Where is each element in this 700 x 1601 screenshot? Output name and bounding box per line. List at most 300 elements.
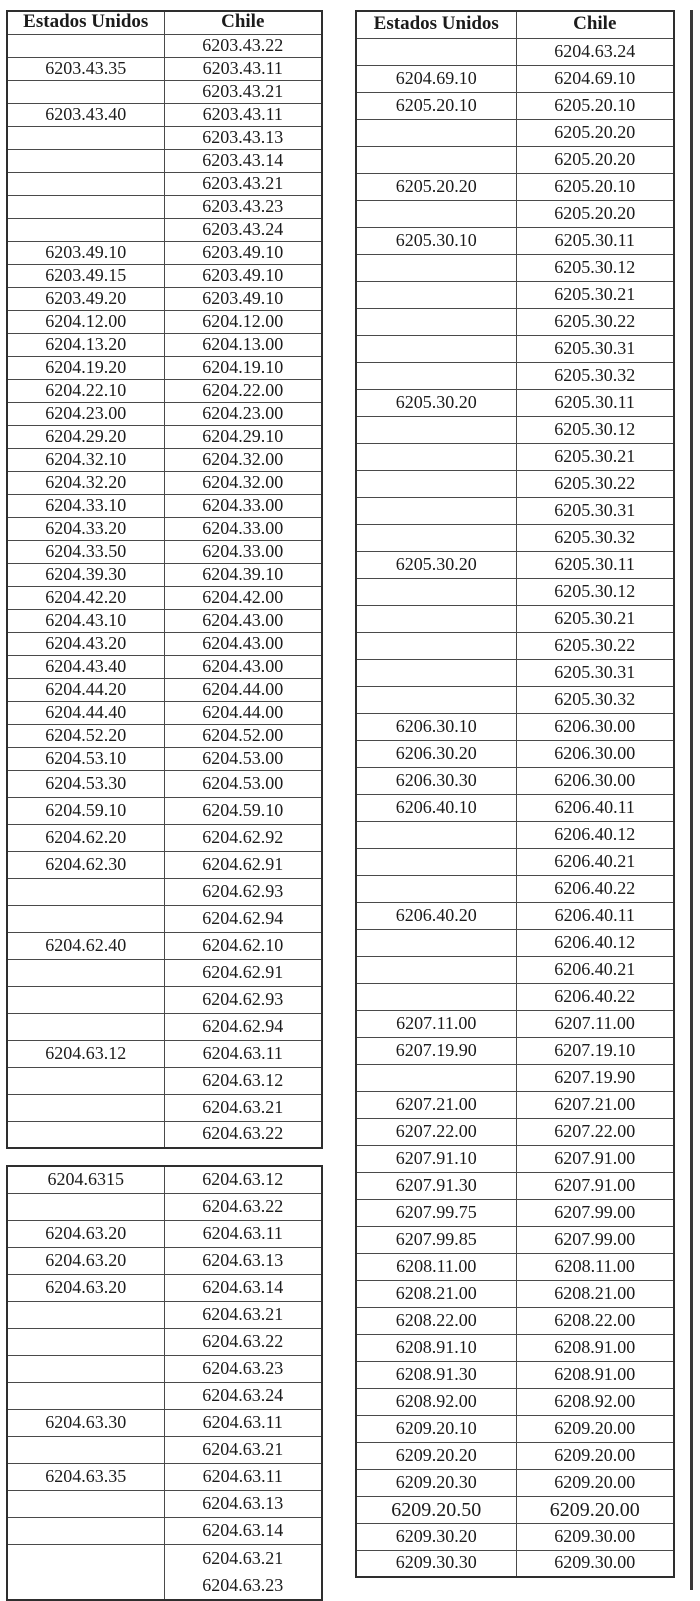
chile-code-cell: 6204.63.11 [164, 1220, 322, 1247]
chile-code-cell: 6203.43.11 [164, 57, 322, 80]
chile-code-cell: 6204.39.10 [164, 563, 322, 586]
table-row [356, 389, 674, 416]
table-row [7, 1274, 322, 1301]
table-row [356, 686, 674, 713]
table-row [356, 1226, 674, 1253]
table-row [356, 848, 674, 875]
table-row [7, 1490, 322, 1517]
table-row [356, 1415, 674, 1442]
table-row [7, 333, 322, 356]
table-row [356, 119, 674, 146]
us-code-cell [7, 1517, 164, 1544]
table-row [356, 38, 674, 65]
table-row [7, 986, 322, 1013]
us-code-cell: 6206.40.10 [356, 794, 516, 821]
table-row [7, 1067, 322, 1094]
us-code-cell: 6204.12.00 [7, 310, 164, 333]
chile-code-cell: 6205.20.20 [516, 146, 674, 173]
table-row [7, 287, 322, 310]
table-row [356, 605, 674, 632]
chile-code-cell: 6204.63.12 [164, 1067, 322, 1094]
table-row [356, 470, 674, 497]
chile-code-cell: 6205.20.10 [516, 173, 674, 200]
table-row [356, 551, 674, 578]
us-code-cell: 6203.43.35 [7, 57, 164, 80]
table-row [7, 1517, 322, 1544]
us-code-cell [356, 281, 516, 308]
table-row [7, 932, 322, 959]
chile-code-cell: 6203.43.21 [164, 172, 322, 195]
correlation-table-left-lower [6, 1165, 323, 1601]
table-row [7, 586, 322, 609]
table-row [356, 1118, 674, 1145]
chile-code-cell: 6204.63.21 [164, 1301, 322, 1328]
us-code-cell: 6204.69.10 [356, 65, 516, 92]
us-code-cell: 6204.32.20 [7, 471, 164, 494]
table-row [7, 1094, 322, 1121]
chile-code-cell: 6204.43.00 [164, 655, 322, 678]
table-row [7, 1166, 322, 1193]
chile-code-cell: 6205.30.11 [516, 551, 674, 578]
us-code-cell [356, 146, 516, 173]
us-code-cell: 6205.20.20 [356, 173, 516, 200]
chile-code-cell: 6208.92.00 [516, 1388, 674, 1415]
chile-code-cell: 6204.62.91 [164, 959, 322, 986]
us-code-cell: 6204.52.20 [7, 724, 164, 747]
us-code-cell [356, 200, 516, 227]
us-code-cell: 6209.30.30 [356, 1550, 516, 1577]
table-row [356, 578, 674, 605]
chile-code-cell: 6204.63.13 [164, 1247, 322, 1274]
us-code-cell: 6207.11.00 [356, 1010, 516, 1037]
correlation-table-left-upper [6, 10, 323, 1149]
chile-code-cell: 6205.20.20 [516, 200, 674, 227]
us-code-cell: 6205.20.10 [356, 92, 516, 119]
us-code-cell: 6204.44.20 [7, 678, 164, 701]
us-code-cell: 6204.53.30 [7, 770, 164, 797]
chile-code-cell: 6205.30.22 [516, 308, 674, 335]
us-code-cell [7, 1013, 164, 1040]
chile-code-cell: 6205.30.32 [516, 362, 674, 389]
us-code-cell: 6209.20.10 [356, 1415, 516, 1442]
table-row [356, 308, 674, 335]
table-row [7, 1013, 322, 1040]
table-row [7, 356, 322, 379]
us-code-cell: 6204.33.10 [7, 494, 164, 517]
chile-code-cell: 6204.33.00 [164, 540, 322, 563]
chile-code-cell: 6209.30.00 [516, 1550, 674, 1577]
chile-code-cell: 6204.62.91 [164, 851, 322, 878]
us-code-cell: 6204.63.30 [7, 1409, 164, 1436]
table-row [356, 1010, 674, 1037]
chile-code-cell: 6204.63.13 [164, 1490, 322, 1517]
table-row [7, 34, 322, 57]
table-row [7, 425, 322, 448]
us-code-cell: 6203.49.10 [7, 241, 164, 264]
us-code-cell [7, 1544, 164, 1600]
us-code-cell [7, 1355, 164, 1382]
us-code-cell [356, 497, 516, 524]
chile-code-cell: 6203.43.21 [164, 80, 322, 103]
table-row [7, 747, 322, 770]
chile-code-cell: 6205.30.31 [516, 335, 674, 362]
chile-code-cell: 6207.99.00 [516, 1226, 674, 1253]
table-row [356, 794, 674, 821]
chile-code-cell: 6204.62.93 [164, 986, 322, 1013]
chile-code-cell: 6208.91.00 [516, 1334, 674, 1361]
chile-code-cell: 6207.99.00 [516, 1199, 674, 1226]
us-code-cell [7, 172, 164, 195]
us-code-cell: 6207.22.00 [356, 1118, 516, 1145]
table-row [356, 173, 674, 200]
chile-code-cell: 6205.30.11 [516, 389, 674, 416]
table-row [7, 1328, 322, 1355]
chile-code-cell: 6204.12.00 [164, 310, 322, 333]
us-code-cell [356, 416, 516, 443]
table-row [356, 65, 674, 92]
chile-code-cell: 6204.62.94 [164, 1013, 322, 1040]
chile-code-cell: 6207.91.00 [516, 1145, 674, 1172]
chile-code-cell: 6204.44.00 [164, 678, 322, 701]
chile-code-cell: 6209.20.00 [516, 1442, 674, 1469]
chile-code-cell: 6203.43.13 [164, 126, 322, 149]
table-row [7, 471, 322, 494]
us-code-cell: 6206.40.20 [356, 902, 516, 929]
us-code-cell: 6204.22.10 [7, 379, 164, 402]
table-row [356, 146, 674, 173]
chile-code-cell: 6207.21.00 [516, 1091, 674, 1118]
chile-code-cell: 6208.22.00 [516, 1307, 674, 1334]
us-code-cell: 6204.63.20 [7, 1220, 164, 1247]
code-line: 6204.63.21 [202, 1547, 284, 1568]
table-row [7, 218, 322, 241]
us-code-cell: 6204.43.10 [7, 609, 164, 632]
chile-code-cell: 6209.20.00 [516, 1496, 674, 1523]
table-row [356, 1199, 674, 1226]
chile-code-cell: 6206.30.00 [516, 740, 674, 767]
table-row [356, 902, 674, 929]
table-row [7, 1409, 322, 1436]
us-code-cell: 6208.91.10 [356, 1334, 516, 1361]
us-code-cell: 6203.49.15 [7, 264, 164, 287]
table-row [356, 416, 674, 443]
table-row [356, 632, 674, 659]
chile-code-cell: 6204.43.00 [164, 632, 322, 655]
us-code-cell: 6204.33.50 [7, 540, 164, 563]
chile-code-cell: 6208.91.00 [516, 1361, 674, 1388]
table-row [7, 540, 322, 563]
us-code-cell [356, 983, 516, 1010]
table-row [356, 767, 674, 794]
chile-code-cell: 6204.44.00 [164, 701, 322, 724]
us-code-cell [356, 632, 516, 659]
us-code-cell [356, 362, 516, 389]
us-code-cell [356, 335, 516, 362]
chile-code-cell: 6204.63.11 [164, 1040, 322, 1067]
us-code-cell: 6204.19.20 [7, 356, 164, 379]
chile-code-cell: 6206.30.00 [516, 713, 674, 740]
chile-code-cell: 6204.53.00 [164, 747, 322, 770]
us-code-cell [7, 1490, 164, 1517]
table-row [7, 878, 322, 905]
us-code-cell [356, 119, 516, 146]
us-code-cell: 6204.62.30 [7, 851, 164, 878]
chile-code-cell: 6204.29.10 [164, 425, 322, 448]
us-code-cell: 6208.21.00 [356, 1280, 516, 1307]
chile-code-cell: 6204.63.22 [164, 1328, 322, 1355]
us-code-cell [7, 1193, 164, 1220]
us-code-cell: 6203.43.40 [7, 103, 164, 126]
table-row [7, 1355, 322, 1382]
chile-code-cell: 6207.91.00 [516, 1172, 674, 1199]
chile-code-cell: 6204.63.14 [164, 1517, 322, 1544]
us-code-cell [7, 1436, 164, 1463]
chile-code-cell: 6204.63.11 [164, 1409, 322, 1436]
table-row [7, 1247, 322, 1274]
table-row [7, 1544, 322, 1600]
chile-code-cell: 6204.63.24 [516, 38, 674, 65]
chile-code-cell: 6205.30.12 [516, 254, 674, 281]
table-row [356, 929, 674, 956]
chile-code-cell: 6203.43.14 [164, 149, 322, 172]
table-row [356, 1172, 674, 1199]
chile-code-cell: 6204.53.00 [164, 770, 322, 797]
table-row [7, 824, 322, 851]
us-code-cell [7, 34, 164, 57]
us-code-cell [356, 821, 516, 848]
us-code-cell: 6204.63.20 [7, 1274, 164, 1301]
chile-code-cell: 6204.32.00 [164, 448, 322, 471]
us-code-cell [356, 308, 516, 335]
chile-code-cell: 6204.33.00 [164, 517, 322, 540]
chile-code-cell: 6204.62.93 [164, 878, 322, 905]
table-row [7, 797, 322, 824]
table-row [7, 149, 322, 172]
us-code-cell [356, 470, 516, 497]
table-row [356, 1469, 674, 1496]
us-code-cell [356, 254, 516, 281]
correlation-table-right [355, 10, 675, 1578]
code-line: 6204.63.23 [202, 1574, 284, 1595]
table-row [7, 770, 322, 797]
chile-code-cell [164, 1544, 322, 1600]
table-row [356, 983, 674, 1010]
chile-code-cell: 6206.40.22 [516, 875, 674, 902]
chile-code-cell: 6207.19.90 [516, 1064, 674, 1091]
us-code-cell: 6206.30.10 [356, 713, 516, 740]
us-code-cell: 6204.63.20 [7, 1247, 164, 1274]
table-row [7, 80, 322, 103]
chile-code-cell: 6204.69.10 [516, 65, 674, 92]
chile-code-cell: 6205.30.21 [516, 443, 674, 470]
chile-code-cell: 6205.30.12 [516, 578, 674, 605]
us-code-cell [7, 1301, 164, 1328]
chile-code-cell: 6207.11.00 [516, 1010, 674, 1037]
table-row [356, 1550, 674, 1577]
table-row [356, 92, 674, 119]
table-row [356, 227, 674, 254]
us-code-cell: 6204.63.35 [7, 1463, 164, 1490]
us-code-cell: 6204.53.10 [7, 747, 164, 770]
chile-code-cell: 6208.21.00 [516, 1280, 674, 1307]
us-code-cell: 6209.20.20 [356, 1442, 516, 1469]
us-code-cell [356, 38, 516, 65]
table-row [7, 609, 322, 632]
us-code-cell: 6204.44.40 [7, 701, 164, 724]
table-row [7, 57, 322, 80]
us-code-cell: 6204.13.20 [7, 333, 164, 356]
us-code-cell: 6204.23.00 [7, 402, 164, 425]
table-row [356, 1361, 674, 1388]
us-code-cell [356, 578, 516, 605]
chile-code-cell: 6204.63.12 [164, 1166, 322, 1193]
chile-code-cell: 6204.63.21 [164, 1436, 322, 1463]
us-code-cell: 6208.22.00 [356, 1307, 516, 1334]
chile-code-cell: 6204.63.11 [164, 1463, 322, 1490]
us-code-cell: 6208.91.30 [356, 1361, 516, 1388]
table-row [7, 905, 322, 932]
chile-code-cell: 6204.43.00 [164, 609, 322, 632]
us-code-cell: 6204.63.12 [7, 1040, 164, 1067]
chile-code-cell: 6204.19.10 [164, 356, 322, 379]
us-code-cell: 6209.20.30 [356, 1469, 516, 1496]
us-code-cell [7, 195, 164, 218]
us-code-cell [7, 1382, 164, 1409]
table-row [7, 655, 322, 678]
chile-code-cell: 6205.30.11 [516, 227, 674, 254]
chile-code-cell: 6209.20.00 [516, 1469, 674, 1496]
us-code-cell [7, 878, 164, 905]
us-code-cell: 6205.30.20 [356, 389, 516, 416]
table-row [7, 264, 322, 287]
header-estados-unidos: Estados Unidos [356, 11, 516, 38]
chile-code-cell: 6205.30.12 [516, 416, 674, 443]
chile-code-cell: 6205.30.32 [516, 686, 674, 713]
table-row [356, 956, 674, 983]
table-row [7, 103, 322, 126]
table-row [7, 448, 322, 471]
us-code-cell: 6207.99.75 [356, 1199, 516, 1226]
table-row [7, 1040, 322, 1067]
table-row [7, 1301, 322, 1328]
chile-code-cell: 6204.62.92 [164, 824, 322, 851]
chile-code-cell: 6204.63.22 [164, 1121, 322, 1148]
header-estados-unidos: Estados Unidos [7, 11, 164, 34]
chile-code-cell: 6204.59.10 [164, 797, 322, 824]
us-code-cell: 6204.62.40 [7, 932, 164, 959]
chile-code-cell: 6204.22.00 [164, 379, 322, 402]
table-row [7, 126, 322, 149]
table-row [356, 1334, 674, 1361]
chile-code-cell: 6205.30.22 [516, 632, 674, 659]
us-code-cell: 6206.30.20 [356, 740, 516, 767]
chile-code-cell: 6205.30.22 [516, 470, 674, 497]
chile-code-cell: 6204.63.21 [164, 1094, 322, 1121]
chile-code-cell: 6206.40.11 [516, 902, 674, 929]
us-code-cell [356, 848, 516, 875]
table-row [356, 1523, 674, 1550]
us-code-cell: 6204.33.20 [7, 517, 164, 540]
chile-code-cell: 6203.43.23 [164, 195, 322, 218]
us-code-cell [356, 443, 516, 470]
us-code-cell [356, 956, 516, 983]
table-row [7, 241, 322, 264]
chile-code-cell: 6206.40.21 [516, 848, 674, 875]
table-row [7, 1220, 322, 1247]
table-row [356, 821, 674, 848]
us-code-cell [356, 686, 516, 713]
chile-code-cell: 6203.49.10 [164, 264, 322, 287]
table-row [7, 959, 322, 986]
chile-code-cell: 6209.20.00 [516, 1415, 674, 1442]
chile-code-cell: 6204.32.00 [164, 471, 322, 494]
us-code-cell [356, 659, 516, 686]
chile-code-cell: 6204.63.14 [164, 1274, 322, 1301]
chile-code-cell: 6205.20.20 [516, 119, 674, 146]
table-row [356, 1091, 674, 1118]
header-chile: Chile [516, 11, 674, 38]
table-row [356, 362, 674, 389]
us-code-cell: 6208.11.00 [356, 1253, 516, 1280]
table-row [7, 172, 322, 195]
table-row [7, 1436, 322, 1463]
chile-code-cell: 6207.19.10 [516, 1037, 674, 1064]
us-code-cell: 6204.59.10 [7, 797, 164, 824]
us-code-cell: 6204.39.30 [7, 563, 164, 586]
chile-code-cell: 6203.49.10 [164, 287, 322, 310]
us-code-cell: 6204.32.10 [7, 448, 164, 471]
us-code-cell [356, 929, 516, 956]
us-code-cell: 6207.91.10 [356, 1145, 516, 1172]
table-row [356, 443, 674, 470]
us-code-cell: 6206.30.30 [356, 767, 516, 794]
chile-code-cell: 6207.22.00 [516, 1118, 674, 1145]
us-code-cell: 6204.43.20 [7, 632, 164, 655]
us-code-cell [356, 605, 516, 632]
chile-code-cell: 6205.30.21 [516, 281, 674, 308]
table-row [356, 335, 674, 362]
table-row [356, 200, 674, 227]
table-row [356, 659, 674, 686]
chile-code-cell: 6203.43.24 [164, 218, 322, 241]
chile-code-cell: 6204.33.00 [164, 494, 322, 517]
us-code-cell: 6204.6315 [7, 1166, 164, 1193]
chile-code-cell: 6205.30.31 [516, 659, 674, 686]
chile-code-cell: 6204.23.00 [164, 402, 322, 425]
table-row [356, 1496, 674, 1523]
table-row [356, 1253, 674, 1280]
chile-code-cell: 6208.11.00 [516, 1253, 674, 1280]
chile-code-cell: 6204.52.00 [164, 724, 322, 747]
table-row [7, 517, 322, 540]
chile-code-cell: 6205.30.21 [516, 605, 674, 632]
us-code-cell: 6204.43.40 [7, 655, 164, 678]
table-row [7, 701, 322, 724]
us-code-cell: 6207.19.90 [356, 1037, 516, 1064]
us-code-cell [356, 1064, 516, 1091]
table-row [356, 1145, 674, 1172]
table-row [7, 1382, 322, 1409]
us-code-cell [7, 905, 164, 932]
us-code-cell [356, 875, 516, 902]
table-row [7, 724, 322, 747]
us-code-cell [7, 126, 164, 149]
us-code-cell [7, 986, 164, 1013]
table-row [7, 1463, 322, 1490]
us-code-cell [7, 1067, 164, 1094]
chile-code-cell: 6205.20.10 [516, 92, 674, 119]
chile-code-cell: 6203.43.11 [164, 103, 322, 126]
